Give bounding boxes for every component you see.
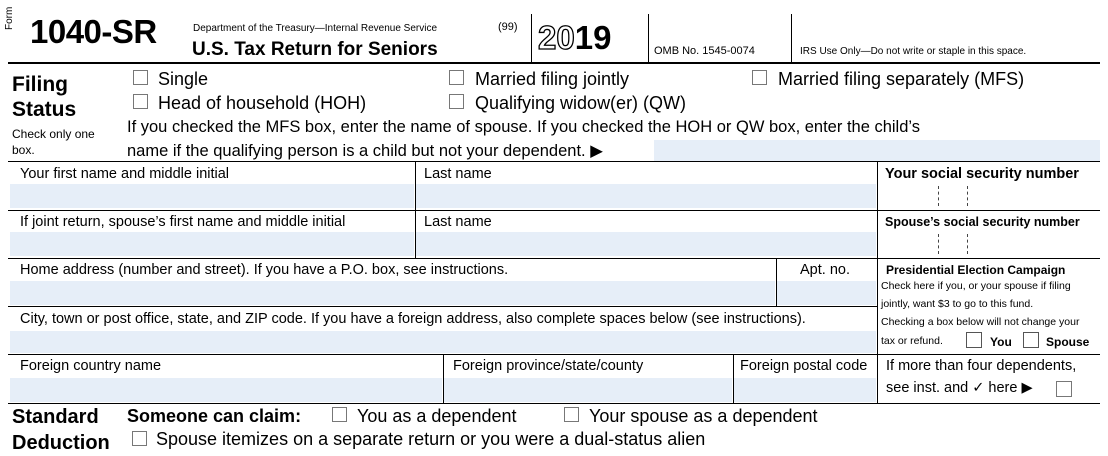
spouse-last-name-label: Last name — [424, 214, 492, 230]
presidential-line-4: tax or refund. — [881, 335, 943, 347]
spouse-ssn-label: Spouse’s social security number — [885, 215, 1080, 229]
presidential-spouse-checkbox[interactable] — [1023, 332, 1039, 348]
filing-status-heading-2: Status — [12, 98, 77, 121]
foreign-country-label: Foreign country name — [20, 358, 162, 374]
city-field[interactable] — [10, 331, 876, 353]
foreign-postal-field[interactable] — [734, 378, 876, 402]
mfs-checkbox[interactable] — [752, 70, 767, 85]
presidential-spouse-label: Spouse — [1046, 335, 1090, 349]
tax-year — [538, 18, 611, 58]
hoh-label: Head of household (HOH) — [158, 93, 367, 113]
hoh-checkbox[interactable] — [133, 94, 148, 109]
ssn-label: Your social security number — [885, 166, 1079, 182]
you-as-dependent-label: You as a dependent — [357, 406, 517, 426]
first-name-label: Your first name and middle initial — [20, 166, 230, 182]
foreign-country-field[interactable] — [10, 378, 442, 402]
last-name-label: Last name — [424, 166, 492, 182]
form-title: U.S. Tax Return for Seniors — [192, 39, 438, 60]
spouse-ssn-field[interactable] — [880, 232, 1100, 256]
spouse-first-name-label: If joint return, spouse’s first name and middle initial — [20, 214, 346, 230]
single-label: Single — [158, 69, 209, 89]
dependents-line-2: see inst. and ✓ here ▶ — [886, 380, 1033, 396]
ssn-field[interactable] — [880, 184, 1100, 208]
mfj-label: Married filing jointly — [475, 69, 630, 89]
city-label: City, town or post office, state, and ZIP code. If you have a foreign address, also complete spaces below (see instructions). — [20, 311, 806, 327]
home-address-label: Home address (number and street). If you have a P.O. box, see instructions. — [20, 262, 509, 278]
irs-use-only: IRS Use Only—Do not write or staple in this space. — [800, 46, 1027, 57]
spouse-as-dependent-label: Your spouse as a dependent — [589, 406, 818, 426]
last-name-field[interactable] — [416, 184, 876, 208]
mfs-label: Married filing separately (MFS) — [778, 69, 1025, 89]
spouse-last-name-field[interactable] — [416, 232, 876, 256]
standard-deduction-heading-2: Deduction — [12, 432, 110, 454]
foreign-province-label: Foreign province/state/county — [453, 358, 644, 374]
spouse-as-dependent-checkbox[interactable] — [564, 407, 579, 422]
someone-can-claim-label: Someone can claim: — [127, 406, 302, 426]
check-only-one-note-2: box. — [12, 143, 35, 157]
filing-status-heading-1: Filing — [12, 73, 68, 96]
spouse-itemizes-label: Spouse itemizes on a separate return or you were a dual-status alien — [156, 429, 706, 449]
form-number: 1040-SR — [30, 13, 157, 50]
tax-year-bold: 19 — [574, 19, 612, 56]
home-address-field[interactable] — [10, 281, 775, 305]
presidential-title: Presidential Election Campaign — [886, 263, 1066, 277]
spouse-itemizes-checkbox[interactable] — [132, 431, 147, 446]
presidential-line-1: Check here if you, or your spouse if filing — [881, 280, 1071, 292]
mfj-checkbox[interactable] — [449, 70, 464, 85]
apt-label: Apt. no. — [800, 262, 850, 278]
tax-year-outline: 20 — [538, 19, 575, 56]
first-name-field[interactable] — [10, 184, 414, 208]
spouse-first-name-field[interactable] — [10, 232, 414, 256]
form-code: (99) — [498, 21, 518, 33]
qw-label: Qualifying widow(er) (QW) — [475, 93, 687, 113]
standard-deduction-heading-1: Standard — [12, 406, 99, 428]
apt-field[interactable] — [777, 281, 876, 305]
check-only-one-note-1: Check only one — [12, 127, 95, 141]
presidential-you-checkbox[interactable] — [966, 332, 982, 348]
mfs-spouse-name-field[interactable] — [654, 140, 1100, 161]
presidential-line-2: jointly, want $3 to go to this fund. — [881, 298, 1034, 310]
filing-instruction-1: If you checked the MFS box, enter the name of spouse. If you checked the HOH or QW box, enter the child’s — [127, 118, 921, 136]
more-dependents-checkbox[interactable] — [1056, 381, 1072, 397]
single-checkbox[interactable] — [133, 70, 148, 85]
qw-checkbox[interactable] — [449, 94, 464, 109]
filing-instruction-2: name if the qualifying person is a child but not your dependent. ▶ — [127, 142, 603, 160]
you-as-dependent-checkbox[interactable] — [332, 407, 347, 422]
dependents-line-1: If more than four dependents, — [886, 358, 1077, 374]
form-word: Form — [4, 6, 15, 30]
presidential-line-3: Checking a box below will not change your — [881, 316, 1080, 328]
foreign-province-field[interactable] — [444, 378, 732, 402]
omb-number: OMB No. 1545-0074 — [654, 45, 755, 57]
department-label: Department of the Treasury—Internal Revenue Service — [193, 23, 438, 34]
presidential-you-label: You — [990, 335, 1012, 349]
foreign-postal-label: Foreign postal code — [740, 358, 868, 374]
